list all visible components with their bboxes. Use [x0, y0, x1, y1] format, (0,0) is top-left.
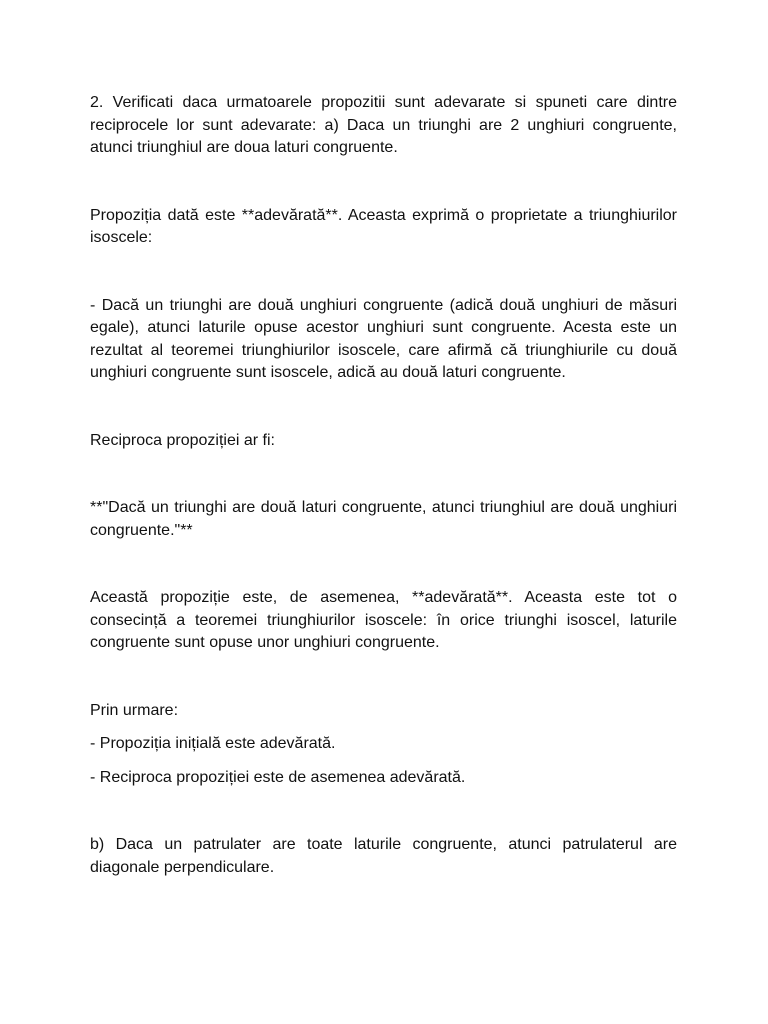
exercise-part-b: b) Daca un patrulater are toate laturile congruente, atunci patrulaterul are diagonale perpendiculare.: [90, 836, 677, 876]
answer-intro: Propoziția dată este **adevărată**. Aceasta exprimă o proprietate a triunghiurilor isoscele:: [90, 206, 677, 246]
exercise-statement: 2. Verificati daca urmatoarele propozitii sunt adevarate si spuneti care dintre reciprocele lor sunt adevarate: a) Daca un triunghi are 2 unghiuri congruente, atunci triunghiul are doua laturi congruente.: [90, 94, 677, 156]
conclusion-heading: Prin urmare:: [90, 701, 179, 719]
converse-heading: Reciproca propoziției ar fi:: [90, 431, 275, 449]
explanation-paragraph: - Dacă un triunghi are două unghiuri congruente (adică două unghiuri de măsuri egale), atunci laturile opuse acestor unghiuri sunt congruente. Acesta este un rezultat al teoremei triunghiurilor isoscele, care afirmă că triunghiurile cu două unghiuri congruente sunt isoscele, adică au două laturi congruente.: [90, 296, 677, 381]
converse-explanation: Această propoziție este, de asemenea, **adevărată**. Aceasta este tot o consecință a teoremei triunghiurilor isoscele: în orice triunghi isoscel, laturile congruente sunt opuse unor unghiuri congruente.: [90, 589, 677, 651]
conclusion-item-1: - Propoziția inițială este adevărată.: [90, 735, 336, 752]
document-page: [90, 92, 677, 879]
conclusion-item-2: - Reciproca propoziției este de asemenea adevărată.: [90, 768, 466, 786]
converse-statement: **"Dacă un triunghi are două laturi congruente, atunci triunghiul are două unghiuri congruente."**: [90, 499, 677, 539]
